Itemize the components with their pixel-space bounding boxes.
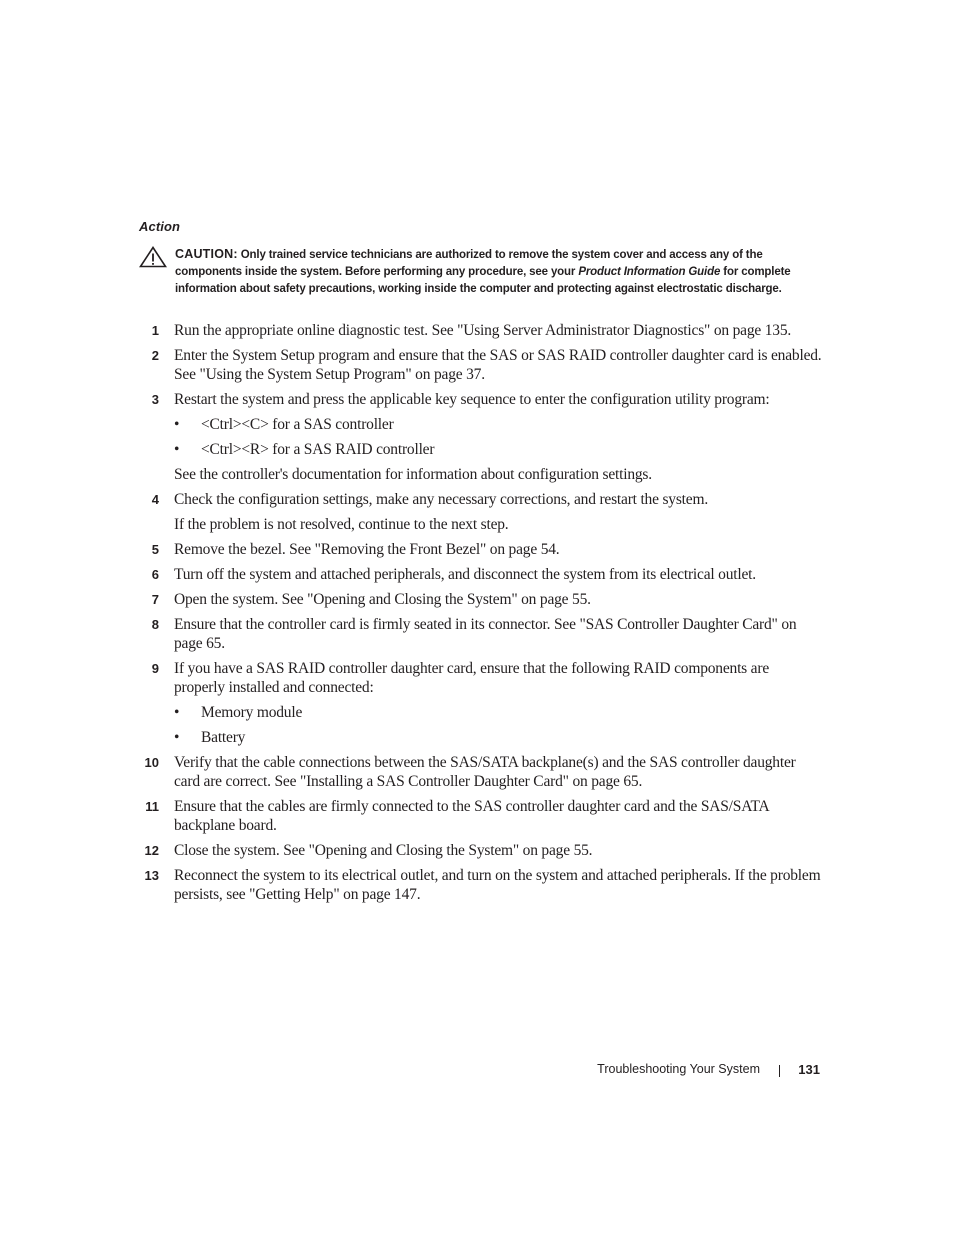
bullet-dot-icon: •: [174, 441, 180, 458]
step-number: 1: [151, 323, 159, 338]
step-text: Remove the bezel. See "Removing the Front Bezel" on page 54.: [174, 541, 560, 558]
bullet-item: [174, 728, 823, 747]
step-number: 12: [144, 843, 159, 858]
step-item: [113, 540, 823, 559]
bullet-list: [174, 415, 823, 459]
step-note: If the problem is not resolved, continue to the next step.: [174, 516, 509, 533]
step-item: [113, 590, 823, 609]
step-item: [113, 615, 823, 653]
step-text: Reconnect the system to its electrical outlet, and turn on the system and attached peripherals. If the problem persists, see "Getting Help" on page 147.: [174, 867, 821, 903]
step-number: 10: [144, 755, 159, 770]
bullet-dot-icon: •: [174, 704, 180, 721]
section-heading: Action: [139, 219, 181, 234]
bullet-item: [174, 415, 823, 434]
step-text: Enter the System Setup program and ensure that the SAS or SAS RAID controller daughter card is enabled. See "Using the System Setup Program" on page 37.: [174, 347, 822, 383]
bullet-dot-icon: •: [174, 729, 180, 746]
bullet-list: [174, 703, 823, 747]
step-note: See the controller's documentation for information about configuration settings.: [174, 466, 652, 483]
step-number: 2: [151, 348, 159, 363]
step-number: 3: [151, 392, 159, 407]
step-item: [113, 659, 823, 747]
footer-section-title: Troubleshooting Your System: [597, 1062, 760, 1076]
bullet-text: <Ctrl><R> for a SAS RAID controller: [201, 441, 435, 458]
caution-body-end: for complete information about safety precautions, working inside the computer and protecting against electrostatic discharge.: [175, 266, 791, 295]
step-number: 7: [151, 592, 159, 607]
bullet-item: [174, 440, 823, 459]
step-text: Open the system. See "Opening and Closing the System" on page 55.: [174, 591, 591, 608]
step-text: Turn off the system and attached peripherals, and disconnect the system from its electrical outlet.: [174, 566, 756, 583]
step-text: Close the system. See "Opening and Closing the System" on page 55.: [174, 842, 593, 859]
step-text: Verify that the cable connections between the SAS/SATA backplane(s) and the SAS controller daughter card are correct. See "Installing a SAS Controller Daughter Card" on page 65.: [174, 754, 796, 790]
step-text: Check the configuration settings, make any necessary corrections, and restart the system.: [174, 491, 708, 508]
step-item: [113, 321, 823, 340]
step-item: [113, 841, 823, 860]
step-number: 8: [151, 617, 159, 632]
footer-divider: [779, 1065, 780, 1077]
step-text: Run the appropriate online diagnostic test. See "Using Server Administrator Diagnostics" on page 135.: [174, 322, 792, 339]
step-number: 13: [144, 868, 159, 883]
bullet-text: <Ctrl><C> for a SAS controller: [201, 416, 394, 433]
step-number: 6: [151, 567, 159, 582]
page-number: 131: [798, 1062, 820, 1077]
bullet-text: Battery: [201, 729, 246, 746]
step-text: Ensure that the cables are firmly connected to the SAS controller daughter card and the SAS/SATA backplane board.: [174, 798, 769, 834]
caution-text: [175, 246, 819, 298]
step-item: [113, 390, 823, 484]
step-item: [113, 346, 823, 384]
procedure-steps: [113, 321, 823, 910]
step-text: If you have a SAS RAID controller daughter card, ensure that the following RAID components are properly installed and connected:: [174, 660, 770, 696]
warning-triangle-icon: [139, 246, 167, 268]
bullet-item: [174, 703, 823, 722]
step-item: [113, 797, 823, 835]
step-number: 4: [151, 492, 159, 507]
step-item: [113, 866, 823, 904]
step-text: Restart the system and press the applicable key sequence to enter the configuration utility program:: [174, 391, 770, 408]
caution-label: CAUTION:: [175, 247, 238, 261]
step-item: [113, 565, 823, 584]
step-number: 9: [151, 661, 159, 676]
bullet-text: Memory module: [201, 704, 303, 721]
caution-notice: [139, 246, 819, 298]
step-number: 11: [145, 799, 159, 814]
caution-body-start: Only trained service technicians are authorized to remove the system cover and access any of the components inside the system. Before performing any procedure, see your: [175, 249, 763, 278]
step-text: Ensure that the controller card is firmly seated in its connector. See "SAS Controller Daughter Card" on page 65.: [174, 616, 797, 652]
step-item: [113, 753, 823, 791]
step-number: 5: [151, 542, 159, 557]
bullet-dot-icon: •: [174, 416, 180, 433]
caution-guide-title: Product Information Guide: [578, 266, 721, 278]
step-item: [113, 490, 823, 534]
